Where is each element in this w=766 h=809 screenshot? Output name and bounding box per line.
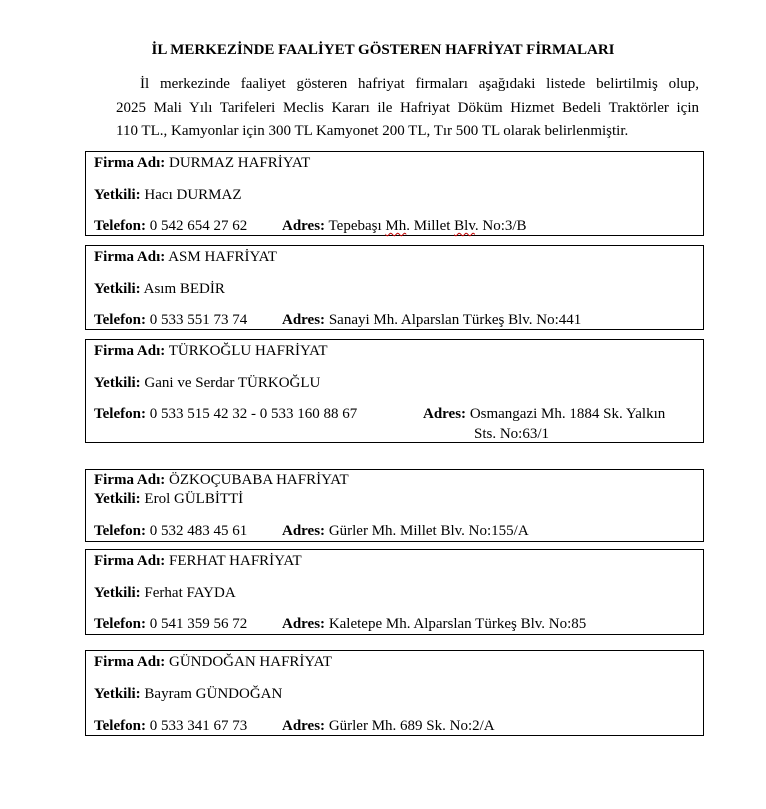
address-row: [423, 406, 665, 423]
firm-name-label: Firma Adı:: [94, 155, 166, 171]
contact-row: [94, 281, 225, 298]
phone-label: Telefon:: [94, 718, 146, 734]
address-label: Adres:: [282, 218, 326, 234]
address-label: Adres:: [282, 718, 326, 734]
phone-label: Telefon:: [94, 523, 146, 539]
firm-card-durmaz: [85, 151, 704, 236]
phone-number: 0 541 359 56 72: [149, 616, 248, 632]
intro-line-1: İl merkezinde faaliyet gösteren hafriyat firmaları aşağıdaki listede belirtilmiş olup,: [140, 76, 699, 92]
contact-name: Asım BEDİR: [143, 281, 225, 297]
contact-name: Ferhat FAYDA: [144, 585, 236, 601]
firm-name: TÜRKOĞLU HAFRİYAT: [168, 343, 328, 359]
firm-name: ASM HAFRİYAT: [168, 249, 277, 265]
address-text-line-2: Sts. No:63/1: [474, 426, 550, 442]
firm-name-label: Firma Adı:: [94, 249, 166, 265]
address-label: Adres:: [423, 406, 467, 422]
intro-line-3: 110 TL., Kamyonlar için 300 TL Kamyonet 200 TL, Tır 500 TL olarak belirlenmiştir.: [116, 123, 629, 139]
firm-card-ozkocubaba: [85, 469, 704, 542]
address-row: [282, 718, 495, 735]
phone-number: 0 533 515 42 32 - 0 533 160 88 67: [149, 406, 358, 422]
phone-number: 0 532 483 45 61: [149, 523, 248, 539]
firm-card-turkoglu: [85, 339, 704, 443]
firm-name: ÖZKOÇUBABA HAFRİYAT: [169, 472, 349, 488]
phone-row: [94, 218, 247, 235]
address-text: Tepebaşı Mh. Millet Blv. No:3/B: [328, 218, 527, 234]
phone-label: Telefon:: [94, 312, 146, 328]
address-row: [282, 523, 529, 540]
phone-row: [94, 616, 247, 633]
contact-label: Yetkili:: [94, 187, 141, 203]
firm-name-row: [94, 472, 349, 489]
contact-row: [94, 491, 243, 508]
firm-card-ferhat: [85, 549, 704, 635]
firm-name: DURMAZ HAFRİYAT: [169, 155, 311, 171]
firm-name-label: Firma Adı:: [94, 472, 166, 488]
contact-label: Yetkili:: [94, 281, 141, 297]
intro-line-2: 2025 Mali Yılı Tarifeleri Meclis Kararı ile Hafriyat Döküm Hizmet Bedeli Traktörler için: [116, 99, 699, 116]
spellcheck-mark: Blv: [454, 218, 475, 234]
firm-name-row: [94, 343, 328, 360]
contact-name: Bayram GÜNDOĞAN: [144, 686, 283, 702]
phone-row: [94, 312, 247, 329]
firm-name-row: [94, 155, 310, 172]
address-text: Sanayi Mh. Alparslan Türkeş Blv. No:441: [328, 312, 582, 328]
address-label: Adres:: [282, 616, 326, 632]
address-row: [282, 312, 581, 329]
firm-card-asm: [85, 245, 704, 330]
contact-name: Erol GÜLBİTTİ: [144, 491, 244, 507]
contact-label: Yetkili:: [94, 491, 141, 507]
firm-name: FERHAT HAFRİYAT: [169, 553, 302, 569]
contact-label: Yetkili:: [94, 585, 141, 601]
firm-card-gundogan: [85, 650, 704, 736]
phone-number: 0 533 551 73 74: [149, 312, 248, 328]
intro-paragraph: [116, 73, 699, 144]
contact-row: [94, 187, 242, 204]
firm-name: GÜNDOĞAN HAFRİYAT: [169, 654, 332, 670]
contact-label: Yetkili:: [94, 686, 141, 702]
firm-name-row: [94, 249, 277, 266]
contact-name: Hacı DURMAZ: [144, 187, 242, 203]
phone-label: Telefon:: [94, 218, 146, 234]
address-text: Gürler Mh. Millet Blv. No:155/A: [328, 523, 529, 539]
address-text: Gürler Mh. 689 Sk. No:2/A: [328, 718, 495, 734]
phone-number: 0 542 654 27 62: [149, 218, 248, 234]
address-text-line-1: Osmangazi Mh. 1884 Sk. Yalkın: [469, 406, 666, 422]
phone-number: 0 533 341 67 73: [149, 718, 248, 734]
contact-label: Yetkili:: [94, 375, 141, 391]
firm-name-label: Firma Adı:: [94, 343, 166, 359]
page-title: İL MERKEZİNDE FAALİYET GÖSTEREN HAFRİYAT FİRMALARI: [151, 42, 615, 58]
firm-name-row: [94, 654, 332, 671]
phone-row: [94, 523, 247, 540]
contact-row: [94, 686, 282, 703]
phone-row: [94, 718, 247, 735]
contact-row: [94, 585, 236, 602]
spellcheck-mark: Mh: [385, 218, 407, 234]
address-text: Kaletepe Mh. Alparslan Türkeş Blv. No:85: [328, 616, 587, 632]
contact-row: [94, 375, 320, 392]
address-row: [282, 616, 586, 633]
firm-name-label: Firma Adı:: [94, 654, 166, 670]
phone-label: Telefon:: [94, 616, 146, 632]
phone-row: [94, 406, 357, 423]
firm-name-label: Firma Adı:: [94, 553, 166, 569]
phone-label: Telefon:: [94, 406, 146, 422]
firm-name-row: [94, 553, 302, 570]
address-row: [282, 218, 527, 235]
contact-name: Gani ve Serdar TÜRKOĞLU: [144, 375, 321, 391]
address-label: Adres:: [282, 523, 326, 539]
address-label: Adres:: [282, 312, 326, 328]
